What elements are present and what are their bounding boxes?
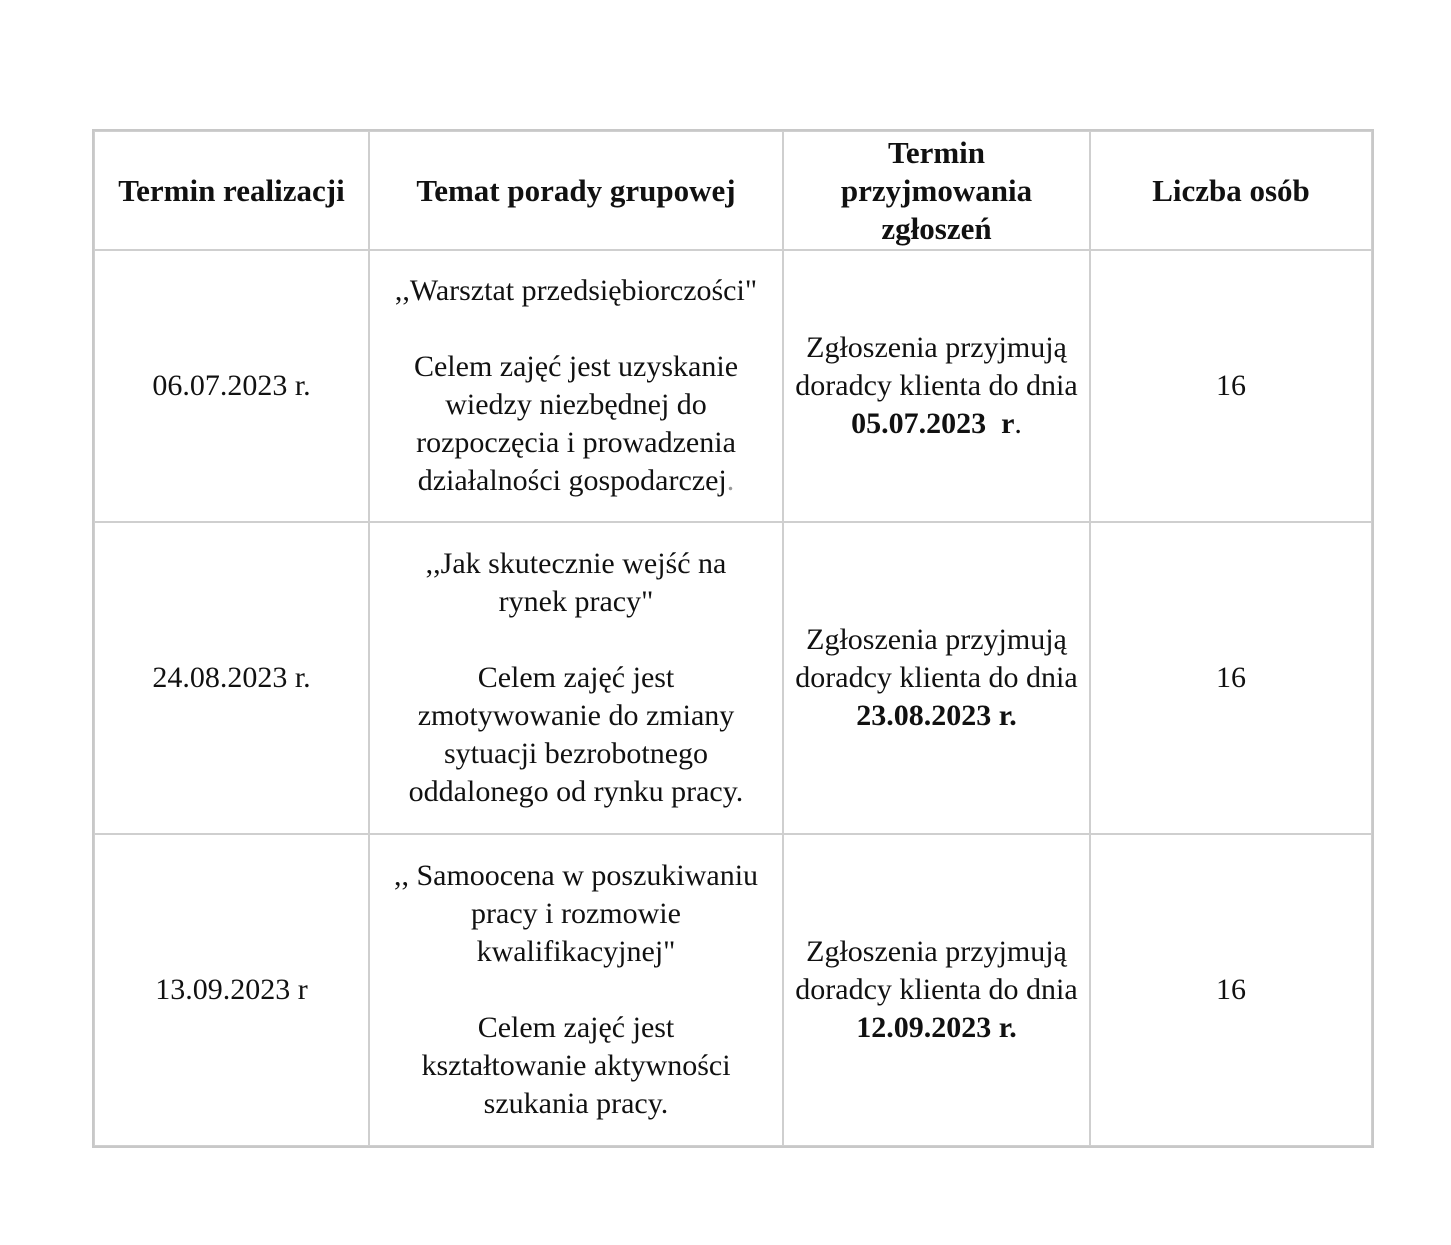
cell-date: 06.07.2023 r. <box>94 250 369 522</box>
table-row <box>94 522 1372 834</box>
deadline-date: 12.09.2023 r. <box>856 1011 1017 1044</box>
cell-date: 13.09.2023 r <box>94 834 369 1146</box>
deadline-suffix: . <box>1014 407 1022 440</box>
cell-topic <box>369 522 783 834</box>
table-row <box>94 250 1372 522</box>
deadline-text: Zgłoszenia przyjmują doradcy klienta do dnia <box>795 623 1078 694</box>
cell-deadline <box>783 250 1090 522</box>
header-temat-porady: Temat porady grupowej <box>369 131 783 250</box>
topic-title: ,, Samoocena w poszukiwaniu pracy i rozmowie kwalifikacyjnej" <box>393 859 759 968</box>
table-row <box>94 834 1372 1146</box>
cell-count: 16 <box>1090 522 1372 834</box>
topic-title: ,,Jak skutecznie wejść na rynek pracy" <box>425 547 727 618</box>
table-header-row <box>94 131 1372 250</box>
topic-title: ,,Warsztat przedsiębiorczości" <box>394 274 758 307</box>
group-advice-schedule-table <box>92 129 1374 1148</box>
cell-topic <box>369 250 783 522</box>
cell-deadline <box>783 834 1090 1146</box>
deadline-text: Zgłoszenia przyjmują doradcy klienta do dnia <box>795 935 1078 1006</box>
topic-description: Celem zajęć jest kształtowanie aktywności szukania pracy. <box>421 1011 731 1120</box>
header-termin-realizacji: Termin realizacji <box>94 131 369 250</box>
cell-count: 16 <box>1090 250 1372 522</box>
header-termin-zgloszen: Termin przyjmowania zgłoszeń <box>783 131 1090 250</box>
deadline-text: Zgłoszenia przyjmują doradcy klienta do dnia <box>795 331 1078 402</box>
cell-deadline <box>783 522 1090 834</box>
cell-topic <box>369 834 783 1146</box>
cell-date: 24.08.2023 r. <box>94 522 369 834</box>
topic-description: Celem zajęć jest uzyskanie wiedzy niezbędnej do rozpoczęcia i prowadzenia działalności gospodarczej. <box>413 350 739 497</box>
cell-count: 16 <box>1090 834 1372 1146</box>
deadline-date: 05.07.2023 r <box>851 407 1015 440</box>
deadline-date: 23.08.2023 r. <box>856 699 1017 732</box>
header-liczba-osob: Liczba osób <box>1090 131 1372 250</box>
topic-description: Celem zajęć jest zmotywowanie do zmiany sytuacji bezrobotnego oddalonego od rynku pracy. <box>408 661 744 808</box>
